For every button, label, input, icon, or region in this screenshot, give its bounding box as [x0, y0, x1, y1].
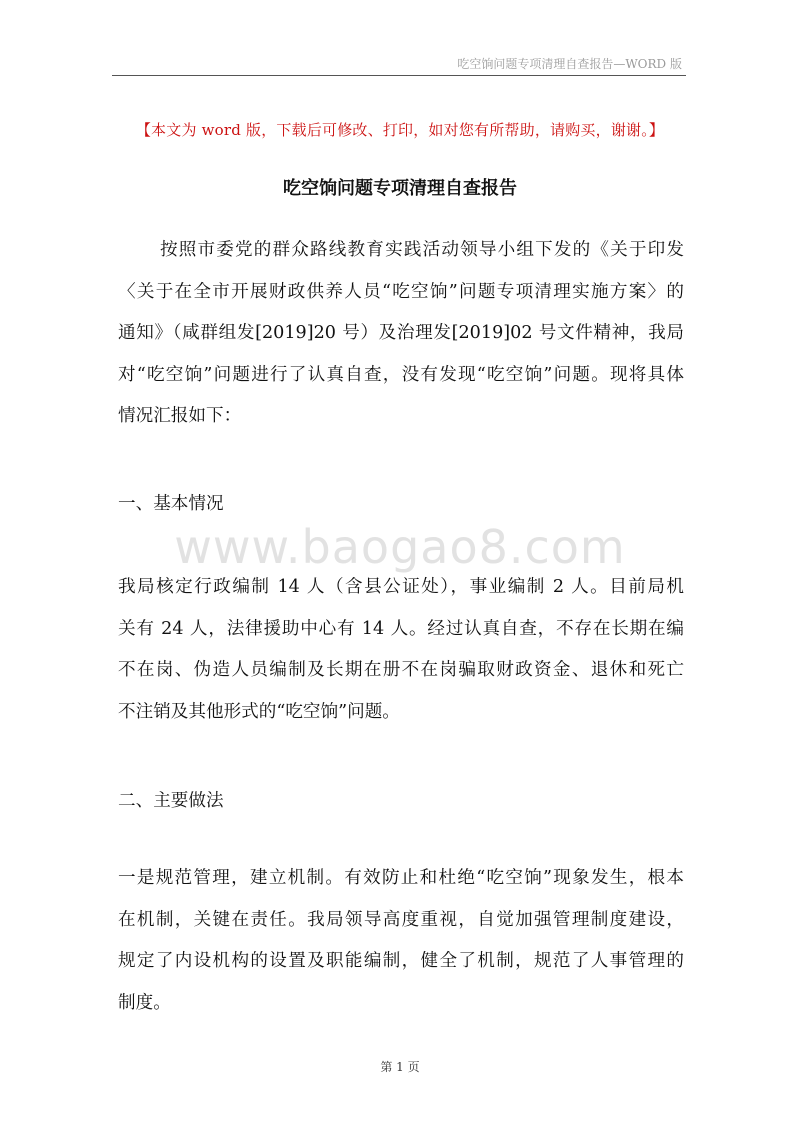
intro-line: 通知》（咸群组发[2019]20 号）及治理发[2019]02 号文件精神，我局 [118, 323, 684, 343]
intro-paragraph [118, 230, 684, 438]
document-title: 吃空饷问题专项清理自查报告 [283, 178, 517, 199]
intro-line: 情况汇报如下： [118, 406, 242, 426]
section2-line: 一是规范管理，建立机制。有效防止和杜绝“吃空饷”现象发生，根本 [118, 868, 684, 888]
section2-paragraph [118, 858, 684, 1024]
section1-line: 不注销及其他形式的“吃空饷”问题。 [118, 701, 400, 722]
section2-line: 规定了内设机构的设置及职能编制，健全了机制，规范了人事管理的 [118, 951, 684, 971]
section1-line: 不在岗、伪造人员编制及长期在册不在岗骗取财政资金、退休和死亡 [118, 660, 684, 680]
section1-paragraph [118, 567, 684, 733]
section-heading-basic: 一、基本情况 [118, 494, 224, 514]
running-header: 吃空饷问题专项清理自查报告—WORD 版 [457, 57, 682, 71]
intro-line: 对“吃空饷”问题进行了认真自查，没有发现“吃空饷”问题。现将具体 [118, 364, 684, 385]
section1-line: 关有 24 人，法律援助中心有 14 人。经过认真自查，不存在长期在编 [118, 618, 684, 639]
intro-line: 按照市委党的群众路线教育实践活动领导小组下发的《关于印发 [160, 240, 684, 260]
watermark: www.baogao8.com [174, 520, 626, 574]
page-number: 第 1 页 [380, 1060, 420, 1074]
section-heading-practices: 二、主要做法 [118, 791, 224, 811]
header-rule [112, 75, 686, 76]
section2-line: 在机制，关键在责任。我局领导高度重视，自觉加强管理制度建设， [118, 909, 684, 930]
download-notice: 【本文为 word 版，下载后可修改、打印，如对您有所帮助，请购买，谢谢。】 [135, 121, 665, 139]
intro-line: 〈关于在全市开展财政供养人员“吃空饷”问题专项清理实施方案〉的 [118, 281, 684, 302]
section2-line: 制度。 [118, 992, 171, 1013]
section1-line: 我局核定行政编制 14 人（含县公证处），事业编制 2 人。目前局机 [118, 577, 684, 597]
